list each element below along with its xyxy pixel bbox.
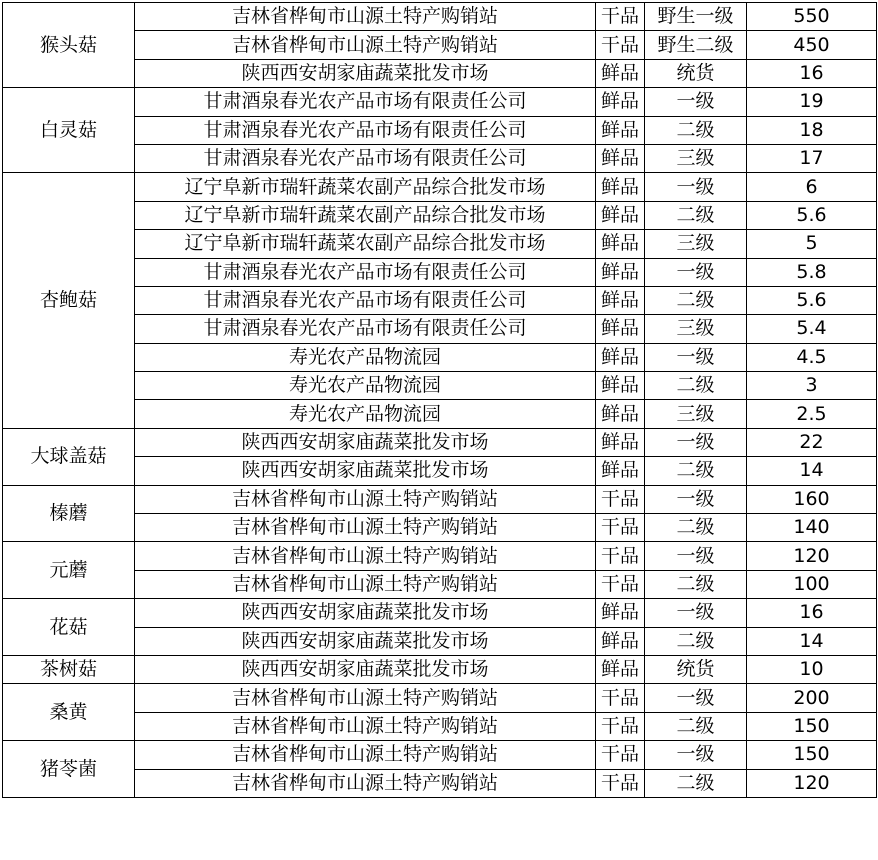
price-table [2,2,877,798]
grade-cell: 一级 [645,684,747,712]
product-type-cell: 鲜品 [596,286,645,314]
market-cell: 吉林省桦甸市山源土特产购销站 [135,31,596,59]
price-cell: 200 [747,684,877,712]
table-row [3,59,877,87]
market-cell: 吉林省桦甸市山源土特产购销站 [135,485,596,513]
table-row [3,31,877,59]
market-cell: 寿光农产品物流园 [135,372,596,400]
product-type-cell: 鲜品 [596,88,645,116]
product-type-cell: 干品 [596,514,645,542]
table-row [3,599,877,627]
market-cell: 吉林省桦甸市山源土特产购销站 [135,542,596,570]
product-name-cell: 茶树菇 [3,655,135,683]
grade-cell: 统货 [645,655,747,683]
product-type-cell: 干品 [596,31,645,59]
product-name-cell: 榛蘑 [3,485,135,542]
grade-cell: 二级 [645,514,747,542]
price-cell: 5.6 [747,201,877,229]
market-cell: 辽宁阜新市瑞轩蔬菜农副产品综合批发市场 [135,173,596,201]
product-type-cell: 鲜品 [596,655,645,683]
grade-cell: 一级 [645,741,747,769]
table-row [3,173,877,201]
product-type-cell: 鲜品 [596,315,645,343]
product-name-cell: 猪苓菌 [3,741,135,798]
product-name-cell: 桑黄 [3,684,135,741]
price-cell: 150 [747,712,877,740]
price-cell: 6 [747,173,877,201]
product-type-cell: 鲜品 [596,230,645,258]
market-cell: 甘肃酒泉春光农产品市场有限责任公司 [135,315,596,343]
table-row [3,485,877,513]
price-cell: 14 [747,627,877,655]
product-type-cell: 鲜品 [596,201,645,229]
grade-cell: 一级 [645,173,747,201]
product-type-cell: 鲜品 [596,116,645,144]
table-row [3,627,877,655]
market-cell: 陕西西安胡家庙蔬菜批发市场 [135,599,596,627]
grade-cell: 三级 [645,315,747,343]
market-cell: 陕西西安胡家庙蔬菜批发市场 [135,655,596,683]
price-cell: 2.5 [747,400,877,428]
grade-cell: 二级 [645,116,747,144]
market-cell: 吉林省桦甸市山源土特产购销站 [135,741,596,769]
market-cell: 寿光农产品物流园 [135,400,596,428]
market-cell: 吉林省桦甸市山源土特产购销站 [135,769,596,797]
table-row [3,315,877,343]
price-cell: 5 [747,230,877,258]
table-row [3,542,877,570]
price-cell: 5.6 [747,286,877,314]
grade-cell: 一级 [645,599,747,627]
table-row [3,712,877,740]
grade-cell: 一级 [645,485,747,513]
market-cell: 陕西西安胡家庙蔬菜批发市场 [135,627,596,655]
table-row [3,684,877,712]
market-cell: 寿光农产品物流园 [135,343,596,371]
grade-cell: 三级 [645,400,747,428]
grade-cell: 一级 [645,428,747,456]
grade-cell: 三级 [645,230,747,258]
market-cell: 辽宁阜新市瑞轩蔬菜农副产品综合批发市场 [135,201,596,229]
market-cell: 甘肃酒泉春光农产品市场有限责任公司 [135,286,596,314]
grade-cell: 二级 [645,372,747,400]
market-cell: 吉林省桦甸市山源土特产购销站 [135,684,596,712]
price-cell: 120 [747,769,877,797]
product-type-cell: 鲜品 [596,59,645,87]
product-type-cell: 干品 [596,485,645,513]
product-name-cell: 花菇 [3,599,135,656]
table-row [3,655,877,683]
grade-cell: 二级 [645,627,747,655]
price-cell: 19 [747,88,877,116]
grade-cell: 一级 [645,343,747,371]
grade-cell: 一级 [645,258,747,286]
price-cell: 22 [747,428,877,456]
product-name-cell: 杏鲍菇 [3,173,135,429]
table-row [3,741,877,769]
product-type-cell: 鲜品 [596,457,645,485]
grade-cell: 二级 [645,712,747,740]
price-cell: 16 [747,599,877,627]
product-type-cell: 干品 [596,741,645,769]
table-row [3,3,877,31]
market-cell: 甘肃酒泉春光农产品市场有限责任公司 [135,116,596,144]
table-row [3,144,877,172]
grade-cell: 野生一级 [645,3,747,31]
market-cell: 辽宁阜新市瑞轩蔬菜农副产品综合批发市场 [135,230,596,258]
market-cell: 陕西西安胡家庙蔬菜批发市场 [135,428,596,456]
price-cell: 450 [747,31,877,59]
price-cell: 16 [747,59,877,87]
product-type-cell: 鲜品 [596,144,645,172]
market-cell: 甘肃酒泉春光农产品市场有限责任公司 [135,258,596,286]
product-type-cell: 干品 [596,684,645,712]
grade-cell: 二级 [645,570,747,598]
price-cell: 14 [747,457,877,485]
product-type-cell: 干品 [596,542,645,570]
grade-cell: 统货 [645,59,747,87]
price-cell: 550 [747,3,877,31]
product-type-cell: 鲜品 [596,372,645,400]
table-row [3,769,877,797]
product-type-cell: 鲜品 [596,173,645,201]
table-row [3,116,877,144]
table-row [3,88,877,116]
table-row [3,514,877,542]
table-row [3,201,877,229]
product-type-cell: 干品 [596,3,645,31]
table-row [3,343,877,371]
table-row [3,258,877,286]
product-type-cell: 干品 [596,570,645,598]
price-cell: 3 [747,372,877,400]
grade-cell: 一级 [645,542,747,570]
grade-cell: 野生二级 [645,31,747,59]
market-cell: 吉林省桦甸市山源土特产购销站 [135,570,596,598]
price-cell: 120 [747,542,877,570]
table-row [3,230,877,258]
product-type-cell: 鲜品 [596,428,645,456]
product-name-cell: 大球盖菇 [3,428,135,485]
price-cell: 10 [747,655,877,683]
product-type-cell: 鲜品 [596,343,645,371]
price-cell: 5.4 [747,315,877,343]
price-cell: 17 [747,144,877,172]
market-cell: 陕西西安胡家庙蔬菜批发市场 [135,59,596,87]
table-row [3,286,877,314]
table-row [3,428,877,456]
market-cell: 吉林省桦甸市山源土特产购销站 [135,514,596,542]
product-type-cell: 鲜品 [596,627,645,655]
price-table-body [3,3,877,798]
price-cell: 5.8 [747,258,877,286]
product-type-cell: 干品 [596,769,645,797]
price-cell: 140 [747,514,877,542]
grade-cell: 二级 [645,769,747,797]
grade-cell: 一级 [645,88,747,116]
product-name-cell: 白灵菇 [3,88,135,173]
grade-cell: 二级 [645,457,747,485]
product-type-cell: 鲜品 [596,258,645,286]
table-row [3,570,877,598]
product-type-cell: 干品 [596,712,645,740]
market-cell: 甘肃酒泉春光农产品市场有限责任公司 [135,88,596,116]
table-row [3,372,877,400]
table-row [3,400,877,428]
market-cell: 甘肃酒泉春光农产品市场有限责任公司 [135,144,596,172]
price-cell: 100 [747,570,877,598]
price-cell: 18 [747,116,877,144]
market-cell: 吉林省桦甸市山源土特产购销站 [135,712,596,740]
market-cell: 吉林省桦甸市山源土特产购销站 [135,3,596,31]
product-name-cell: 猴头菇 [3,3,135,88]
price-cell: 4.5 [747,343,877,371]
table-row [3,457,877,485]
market-cell: 陕西西安胡家庙蔬菜批发市场 [135,457,596,485]
grade-cell: 二级 [645,286,747,314]
grade-cell: 二级 [645,201,747,229]
product-name-cell: 元蘑 [3,542,135,599]
grade-cell: 三级 [645,144,747,172]
price-cell: 150 [747,741,877,769]
price-cell: 160 [747,485,877,513]
product-type-cell: 鲜品 [596,599,645,627]
product-type-cell: 鲜品 [596,400,645,428]
